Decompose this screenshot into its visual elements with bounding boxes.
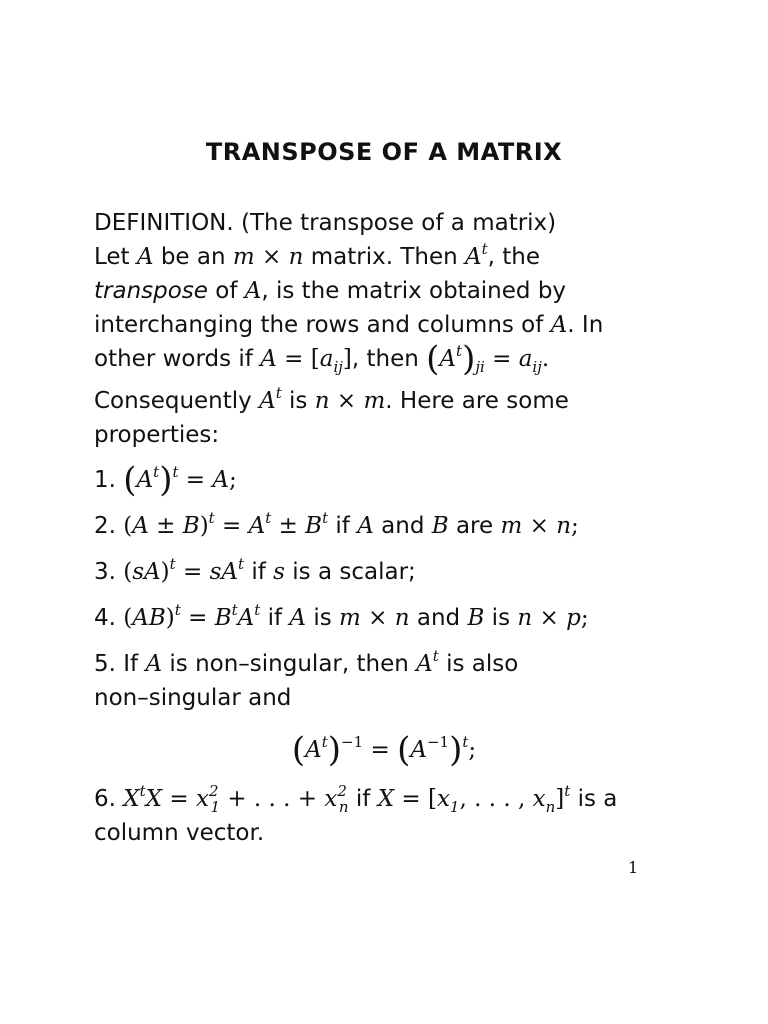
text: be an [153,244,233,270]
text: matrix. Then [303,244,465,270]
math: $a_{ij}$ [319,346,343,376]
math: AB [132,605,166,631]
text: and [373,513,432,539]
text: are [448,513,501,539]
math: $a_{ij}$ [518,346,542,376]
math: n [394,605,410,631]
math: , . . . , [459,786,533,812]
item-number: 3. [94,559,116,585]
math: $x_1$ [436,786,460,816]
math: A [212,467,230,493]
paren: ( [123,460,137,500]
math: A [260,346,277,372]
text: if [328,513,358,539]
math: = [180,605,215,631]
math: × [360,605,395,631]
item-number: 4. [94,605,116,631]
property-4 [94,601,589,631]
text: . In [567,312,604,338]
paren: ) [462,339,476,379]
math: $A^t$ [305,733,328,763]
math: ji [475,358,485,376]
math: $A^t$ [439,342,463,372]
math: = [363,737,398,763]
math: t [462,733,469,751]
math: = [484,346,519,372]
property-2 [94,509,579,539]
math: A [550,312,568,338]
math: m [232,244,255,270]
text: is [281,388,315,414]
math: $x^2_n$ [324,782,349,816]
math: = [175,559,210,585]
property-3 [94,555,416,585]
math: ; [571,513,579,539]
math: $sA^t$ [209,555,245,585]
math: = [ [394,786,437,812]
math: ; [580,605,589,631]
math: ) [199,513,209,539]
paren: ) [159,460,173,500]
math: ± [271,513,306,539]
text: Let [94,244,137,270]
math: t [169,555,176,573]
text: and [409,605,468,631]
math: t [208,509,215,527]
math: n [288,244,304,270]
math: $B^t$ [305,509,329,539]
definition-line-2 [94,240,541,270]
math: A [357,513,374,539]
text: of [207,278,245,304]
paren: ( [291,730,306,770]
math: $A^t$ [248,509,272,539]
math: sA [132,559,161,585]
text: is [484,605,518,631]
text: , then [351,346,427,372]
text: if [260,605,290,631]
math: n [517,605,533,631]
math: ( [123,513,133,539]
math: $X^tX$ [123,782,163,812]
property-5-display-equation [0,730,768,770]
text: is also [438,651,519,677]
math: ( [123,605,133,631]
text: is a scalar; [284,559,416,585]
math: A [244,278,262,304]
paren: ) [327,730,342,770]
property-5-line-2: non–singular and [94,685,292,711]
paren: ( [426,339,440,379]
math: = [162,786,196,812]
math: $A^t$ [416,647,439,677]
text: is a [570,786,618,812]
math: B [467,605,485,631]
paren: ) [449,730,463,770]
math: t [172,463,179,481]
text: 5. If [94,651,146,677]
property-1 [94,460,237,500]
text: is [306,605,340,631]
math: t [564,782,571,800]
text: if [348,786,378,812]
text: is non–singular, then [162,651,417,677]
math: ] [342,346,352,372]
math: B [182,513,200,539]
text: Consequently [94,388,260,414]
math: m [363,388,386,414]
math: = [ [276,346,320,372]
math: + . . . + [220,786,325,812]
math: × [254,244,289,270]
math: ) [160,559,170,585]
math: A [136,244,154,270]
math: $A^t$ [259,384,282,414]
math: $x_n$ [532,786,556,816]
emphasis-text: transpose [94,278,208,304]
math: X [377,786,395,812]
definition-line-4 [94,314,603,337]
math: n [314,388,330,414]
math: m [339,605,361,631]
math: ( [123,559,133,585]
page-title: TRANSPOSE OF A MATRIX [205,138,563,166]
math: m [500,513,523,539]
property-6-line-2: column vector. [94,820,265,846]
math: × [329,388,364,414]
text: if [244,559,274,585]
math: −1 [426,733,450,751]
text: , the [487,244,541,270]
item-number: 1. [94,467,116,493]
math: $A^t$ [465,240,488,270]
math: t [174,601,181,619]
math: ) [165,605,175,631]
item-number: 2. [94,513,116,539]
property-5 [94,647,519,677]
paren: ( [397,730,411,770]
text: interchanging the rows and columns of [94,312,551,338]
definition-line-7: properties: [94,422,220,448]
math: p [566,605,581,631]
text: , is the matrix obtained by [261,278,567,304]
definition-line-6 [94,384,569,414]
text: . Here are some [385,388,569,414]
math: −1 [341,733,364,751]
math: ; [468,737,477,763]
math: = [178,467,213,493]
math: $B^tA^t$ [214,601,261,631]
item-number: 6. [94,786,116,812]
math: $A^t$ [136,463,160,493]
math: A [145,651,163,677]
property-6 [94,782,618,816]
math: A [132,513,149,539]
page-number: 1 [628,858,639,877]
math: × [532,605,567,631]
math: $x^2_1$ [195,782,221,816]
math: . [541,346,550,372]
definition-heading: DEFINITION. (The transpose of a matrix) [94,210,557,236]
math: A [289,605,307,631]
text: other words if [94,346,261,372]
math: B [431,513,449,539]
math: s [273,559,285,585]
math: n [556,513,572,539]
math: ± [148,513,183,539]
math: × [522,513,557,539]
math: ; [229,467,237,493]
definition-line-3 [94,280,566,303]
math: A [410,737,427,763]
definition-line-5 [94,339,550,379]
math: = [214,513,249,539]
math: ] [555,786,565,812]
